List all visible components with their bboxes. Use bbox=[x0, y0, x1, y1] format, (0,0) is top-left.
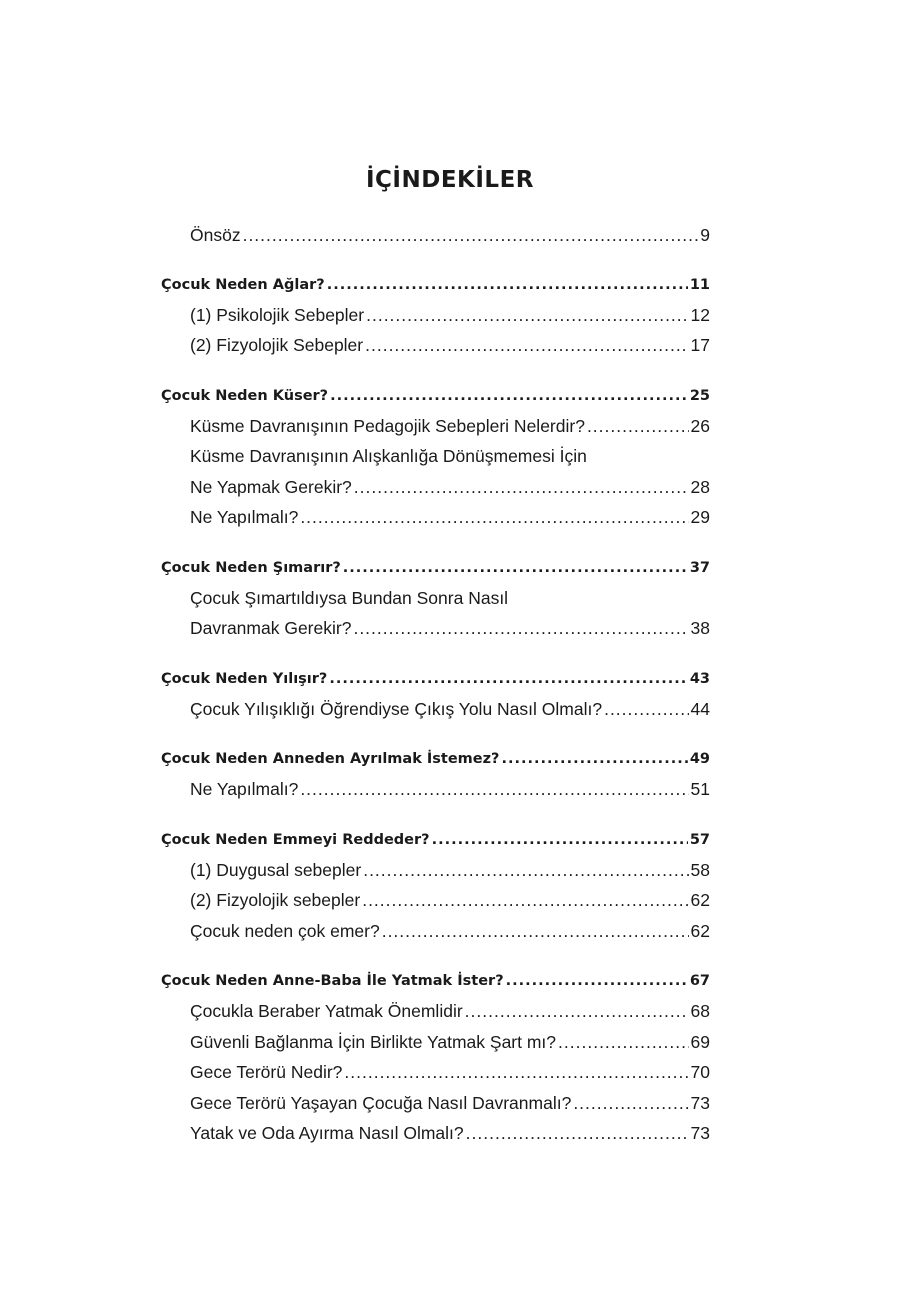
toc-entry[interactable] bbox=[161, 330, 710, 361]
toc-chapter-heading[interactable] bbox=[161, 966, 710, 996]
toc-page-number: 9 bbox=[700, 225, 710, 245]
toc-page-number: 58 bbox=[690, 859, 710, 880]
toc-entry-label: Önsöz bbox=[190, 225, 241, 245]
toc-page-number: 44 bbox=[690, 698, 710, 719]
toc-page-number: 49 bbox=[689, 751, 710, 767]
toc-page-number: 12 bbox=[690, 304, 710, 325]
toc-entry-label: Ne Yapılmalı? bbox=[190, 507, 299, 527]
toc-page-number: 67 bbox=[689, 973, 710, 989]
dot-leader bbox=[353, 613, 688, 644]
dot-leader bbox=[343, 553, 688, 583]
toc-entry-label: Küsme Davranışının Pedagojik Sebepleri Nelerdir? bbox=[190, 415, 585, 436]
dot-leader bbox=[432, 825, 688, 855]
table-of-contents bbox=[161, 220, 710, 1149]
toc-entry[interactable] bbox=[161, 613, 710, 644]
toc-entry[interactable] bbox=[161, 1118, 710, 1149]
toc-page-number: 70 bbox=[690, 1062, 710, 1082]
dot-leader bbox=[300, 774, 688, 805]
toc-page-number: 38 bbox=[690, 618, 710, 638]
toc-page-number: 17 bbox=[690, 335, 710, 355]
toc-entry-label: (1) Duygusal sebepler bbox=[190, 859, 362, 880]
toc-entry-label: (2) Fizyolojik Sebepler bbox=[190, 335, 364, 355]
toc-page-number: 26 bbox=[690, 415, 710, 436]
dot-leader bbox=[362, 885, 688, 916]
toc-entry[interactable] bbox=[161, 885, 710, 916]
toc-entry[interactable] bbox=[161, 1057, 710, 1088]
dot-leader bbox=[329, 664, 687, 694]
dot-leader bbox=[366, 300, 688, 331]
dot-leader bbox=[604, 694, 688, 725]
chapter-title: Çocuk Neden Ağlar? bbox=[161, 276, 325, 293]
dot-leader bbox=[300, 502, 688, 533]
toc-entry[interactable] bbox=[161, 300, 710, 331]
dot-leader bbox=[344, 1057, 688, 1088]
dot-leader bbox=[243, 220, 699, 251]
toc-entry[interactable] bbox=[161, 855, 710, 886]
dot-leader bbox=[587, 411, 689, 442]
toc-page-number: 57 bbox=[689, 831, 710, 848]
toc-entry[interactable] bbox=[161, 472, 710, 503]
toc-chapter-heading[interactable] bbox=[161, 381, 710, 411]
toc-page-number: 51 bbox=[690, 779, 710, 799]
toc-entry-intro[interactable] bbox=[161, 220, 710, 251]
toc-entry-label: (2) Fizyolojik sebepler bbox=[190, 890, 361, 910]
dot-leader bbox=[330, 381, 688, 411]
dot-leader bbox=[363, 855, 688, 886]
dot-leader bbox=[354, 472, 689, 503]
toc-entry-first-line[interactable]: Çocuk Şımartıldıysa Bundan Sonra Nasıl bbox=[190, 587, 509, 608]
toc-entry[interactable] bbox=[161, 1027, 710, 1058]
toc-page-number: 25 bbox=[689, 387, 710, 404]
toc-entry[interactable] bbox=[161, 916, 710, 947]
toc-chapter-heading[interactable] bbox=[161, 270, 710, 300]
toc-entry-label: Güvenli Bağlanma İçin Birlikte Yatmak Şart mı? bbox=[190, 1031, 557, 1052]
toc-entry-label: Davranmak Gerekir? bbox=[190, 618, 352, 638]
dot-leader bbox=[465, 996, 689, 1027]
chapter-title: Çocuk Neden Anneden Ayrılmak İstemez? bbox=[161, 751, 500, 767]
toc-page-number: 62 bbox=[690, 920, 710, 941]
chapter-title: Çocuk Neden Yılışır? bbox=[161, 670, 328, 687]
toc-entry-label: Ne Yapılmalı? bbox=[190, 779, 299, 799]
toc-chapter-heading[interactable] bbox=[161, 825, 710, 855]
toc-entry-label: Gece Terörü Yaşayan Çocuğa Nasıl Davranmalı? bbox=[190, 1092, 572, 1113]
toc-chapter-heading[interactable] bbox=[161, 744, 710, 774]
dot-leader bbox=[501, 744, 687, 774]
toc-entry[interactable] bbox=[161, 502, 710, 533]
toc-entry[interactable] bbox=[161, 774, 710, 805]
toc-entry-label: Çocuk neden çok emer? bbox=[190, 920, 380, 941]
dot-leader bbox=[573, 1088, 688, 1119]
toc-chapter-heading[interactable] bbox=[161, 553, 710, 583]
dot-leader bbox=[558, 1027, 689, 1058]
toc-entry-label: Çocukla Beraber Yatmak Önemlidir bbox=[190, 1001, 463, 1021]
toc-entry-label: (1) Psikolojik Sebepler bbox=[190, 304, 365, 325]
dot-leader bbox=[466, 1118, 689, 1149]
dot-leader bbox=[382, 916, 689, 947]
toc-entry-label: Ne Yapmak Gerekir? bbox=[190, 476, 352, 497]
toc-page-number: 62 bbox=[690, 890, 710, 910]
page-title: İÇİNDEKİLER bbox=[365, 167, 534, 193]
toc-page-number: 29 bbox=[690, 507, 710, 527]
dot-leader bbox=[327, 270, 688, 300]
toc-entry[interactable] bbox=[161, 411, 710, 442]
toc-entry[interactable] bbox=[161, 1088, 710, 1119]
toc-entry[interactable] bbox=[161, 996, 710, 1027]
toc-page-number: 73 bbox=[690, 1092, 710, 1113]
dot-leader bbox=[506, 966, 688, 996]
toc-chapter-heading[interactable] bbox=[161, 664, 710, 694]
toc-entry-label: Çocuk Yılışıklığı Öğrendiyse Çıkış Yolu Nasıl Olmalı? bbox=[190, 698, 603, 719]
dot-leader bbox=[365, 330, 688, 361]
chapter-title: Çocuk Neden Küser? bbox=[161, 387, 329, 404]
toc-page-number: 43 bbox=[689, 670, 710, 687]
toc-page-number: 37 bbox=[689, 559, 710, 576]
toc-entry-label: Yatak ve Oda Ayırma Nasıl Olmalı? bbox=[190, 1123, 464, 1143]
toc-page-number: 28 bbox=[690, 476, 710, 497]
toc-entry-label: Gece Terörü Nedir? bbox=[190, 1062, 343, 1082]
toc-page-number: 11 bbox=[689, 276, 710, 293]
chapter-title: Çocuk Neden Şımarır? bbox=[161, 559, 341, 576]
toc-entry-first-line[interactable]: Küsme Davranışının Alışkanlığa Dönüşmemesi İçin bbox=[190, 446, 587, 466]
toc-page-number: 68 bbox=[690, 1001, 710, 1021]
chapter-title: Çocuk Neden Emmeyi Reddeder? bbox=[161, 831, 430, 848]
toc-page-number: 73 bbox=[690, 1123, 710, 1143]
toc-entry[interactable] bbox=[161, 694, 710, 725]
toc-page-number: 69 bbox=[690, 1031, 710, 1052]
chapter-title: Çocuk Neden Anne-Baba İle Yatmak İster? bbox=[161, 973, 504, 989]
